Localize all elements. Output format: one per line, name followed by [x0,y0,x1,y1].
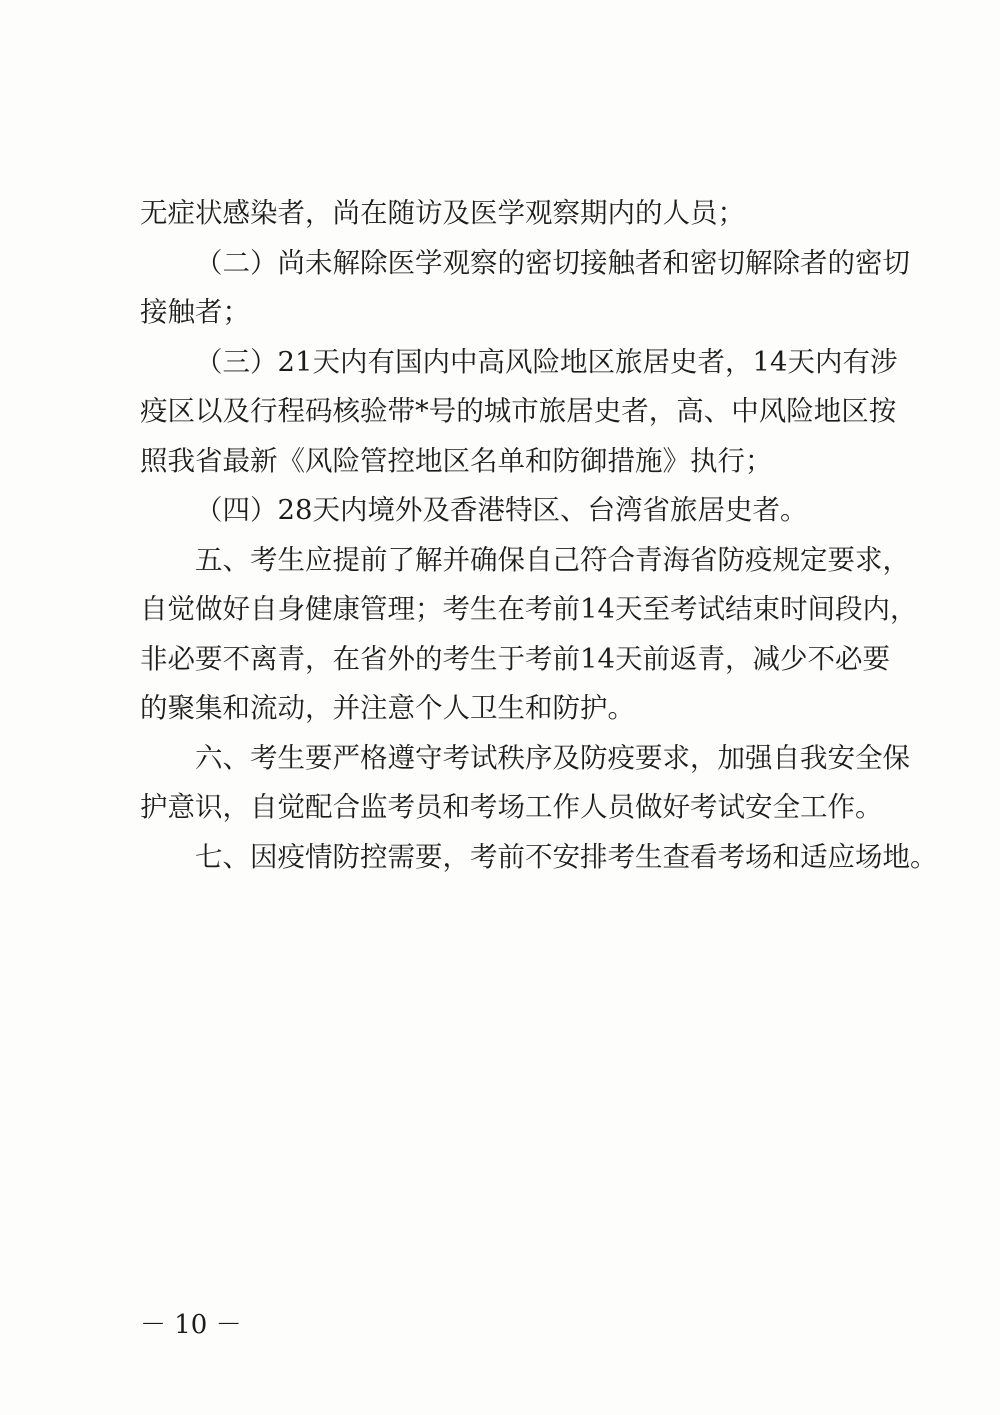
item-4-line-1: （四）28天内境外及香港特区、台湾省旅居史者。 [195,494,808,526]
section-6-line-2: 护意识，自觉配合监考员和考场工作人员做好考试安全工作。 [140,791,883,823]
item-2-line-1: （二）尚未解除医学观察的密切接触者和密切解除者的密切 [195,246,910,279]
item-3-line-1: （三）21天内有国内中高风险地区旅居史者，14天内有涉 [195,345,898,378]
page-number: － 10 － [140,1310,242,1340]
section-5-line-2: 自觉做好自身健康管理；考生在考前14天至考试结束时间段内， [140,593,918,625]
section-5-line-3: 非必要不离青，在省外的考生于考前14天前返青，减少不必要 [140,642,890,675]
item-3-line-2: 疫区以及行程码核验带*号的城市旅居史者，高、中风险地区按 [140,395,897,427]
section-7-line-1: 七、因疫情防控需要，考前不安排考生查看考场和适应场地。 [195,840,938,873]
item-2-line-2: 接触者； [140,296,250,328]
document-body [140,189,938,882]
line-continuation-asymptomatic: 无症状感染者，尚在随访及医学观察期内的人员； [140,197,745,229]
section-5-line-4: 的聚集和流动，并注意个人卫生和防护。 [140,692,635,724]
item-3-line-3: 照我省最新《风险管控地区名单和防御措施》执行； [140,444,773,477]
section-5-line-1: 五、考生应提前了解并确保自己符合青海省防疫规定要求， [195,543,910,576]
section-6-line-1: 六、考生要严格遵守考试秩序及防疫要求，加强自我安全保 [195,741,910,774]
